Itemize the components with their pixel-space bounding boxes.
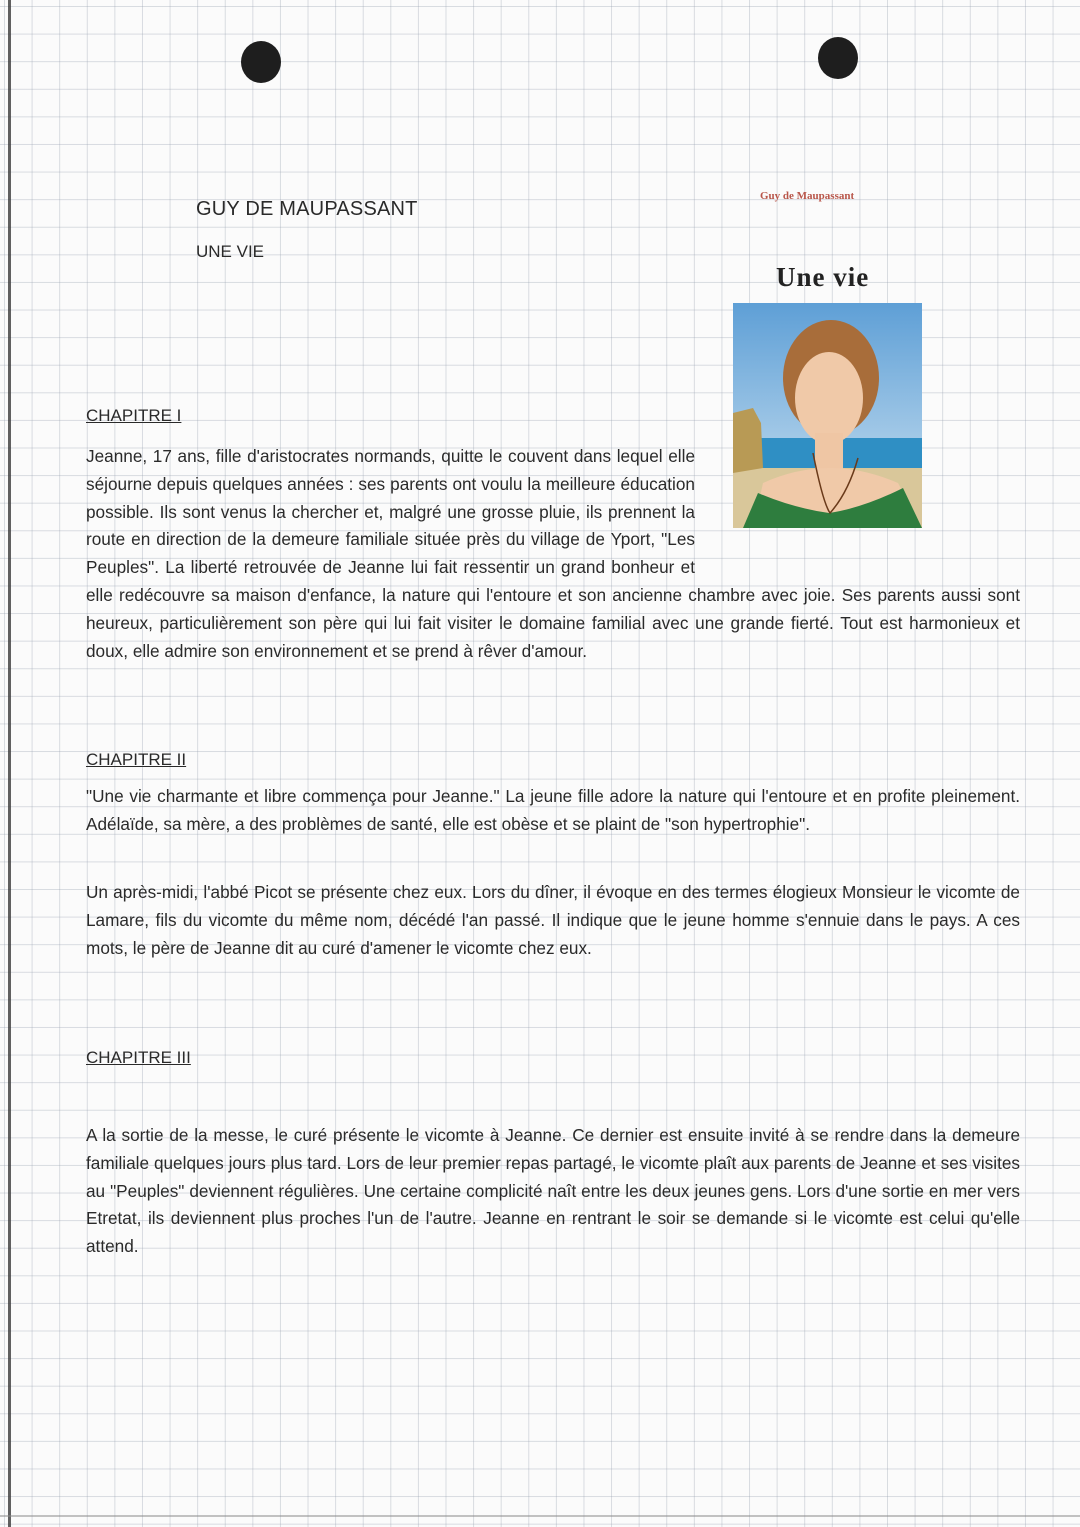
chapter-paragraph: Un après-midi, l'abbé Picot se présente chez eux. Lors du dîner, il évoque en des termes élogieux Monsieur le vicomte de Lamare, fils du vicomte du même nom, décédé l'an passé. Il indique que le jeune homme s'ennuie dans le pays. A ces mots, le père de Jeanne dit au curé d'amener le vicomte chez eux. [86, 882, 1020, 958]
punch-hole [241, 41, 281, 83]
cover-author: Guy de Maupassant [760, 190, 855, 202]
chapter-paragraph [86, 443, 1020, 665]
chapter-paragraph: "Une vie charmante et libre commença pour Jeanne." La jeune fille adore la nature qui l'entoure et en profite pleinement. Adélaïde, sa mère, a des problèmes de santé, elle est obèse et se plaint de "son hypertrophie". [86, 786, 1020, 834]
chapter-paragraph: A la sortie de la messe, le curé présente le vicomte à Jeanne. Ce dernier est ensuite invité à se rendre dans la demeure familiale quelques jours plus tard. Lors de leur premier repas partagé, le vicomte plaît aux parents de Jeanne et ses visites au "Peuples" deviennent régulières. Une certaine complicité naît entre les deux jeunes gens. Lors d'une sortie en mer vers Etretat, ils deviennent plus proches l'un de l'autre. Jeanne en rentrant le soir se demande si le vicomte est celui qu'elle attend. [86, 1125, 1020, 1257]
chapter-heading: CHAPITRE II [86, 750, 187, 769]
punch-hole [818, 37, 858, 79]
document-author: GUY DE MAUPASSANT [196, 198, 418, 220]
cover-title: Une vie [776, 262, 870, 292]
paragraph-text: Jeanne, 17 ans, fille d'aristocrates normands, quitte le couvent dans lequel elle séjourne depuis quelques années : ses parents ont voulu la meilleure éducation possible. Ils sont venus la chercher et, malgré une grosse pluie, ils prennent la route en direction de la demeure familiale située près du village de Yport, "Les Peuples". La liberté retrouvée de Jeanne lui fait ressentir un grand bonheur et elle redécouvre sa maison d'enfance, la nature qui l'entoure et son ancienne chambre avec joie. Ses parents aussi sont heureux, particulièrement son père qui lui fait visiter le domaine familial avec une grande fierté. Tout est harmonieux et doux, elle admire son environnement et se prend à rêver d'amour. [86, 446, 1020, 661]
document-title: UNE VIE [196, 242, 265, 261]
chapter-heading: CHAPITRE III [86, 1048, 191, 1067]
chapter-heading: CHAPITRE I [86, 406, 182, 425]
margin-line [8, 0, 11, 1527]
page-edge [0, 1515, 1080, 1517]
